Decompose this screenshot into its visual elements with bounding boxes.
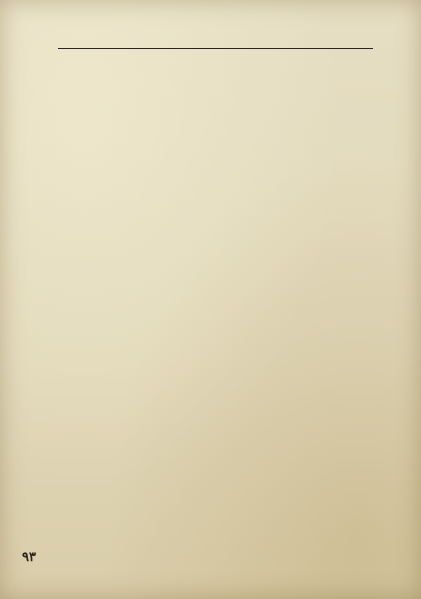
body-text — [44, 62, 375, 599]
text-line — [44, 463, 375, 478]
text-line — [44, 153, 375, 168]
text-line — [44, 388, 375, 403]
text-line — [44, 222, 375, 237]
text-line — [44, 524, 375, 539]
text-line — [44, 122, 375, 137]
text-line — [44, 282, 375, 297]
text-line — [44, 343, 375, 358]
text-line — [44, 403, 375, 418]
text-line — [44, 328, 375, 343]
text-line — [44, 77, 375, 92]
text-line — [44, 373, 375, 388]
text-line — [44, 418, 375, 433]
text-line — [44, 563, 375, 578]
paragraph — [44, 62, 375, 198]
text-line — [44, 358, 375, 373]
text-line — [44, 433, 375, 448]
text-line — [44, 137, 375, 152]
text-line — [44, 479, 375, 494]
text-line — [44, 62, 375, 77]
text-line — [44, 267, 375, 282]
text-line — [44, 509, 375, 524]
text-line — [44, 548, 375, 563]
text-line — [44, 237, 375, 252]
text-line — [44, 183, 375, 198]
text-line — [44, 313, 375, 328]
text-line — [44, 168, 375, 183]
text-line — [44, 297, 375, 312]
text-line — [44, 207, 375, 222]
text-line — [44, 107, 375, 122]
text-line — [44, 494, 375, 509]
text-line — [44, 92, 375, 107]
top-rule — [58, 48, 373, 49]
text-line — [44, 252, 375, 267]
text-line — [44, 448, 375, 463]
paragraph — [44, 548, 375, 593]
text-line — [44, 578, 375, 593]
page-number: ۹۳ — [22, 550, 36, 565]
paragraph — [44, 207, 375, 539]
